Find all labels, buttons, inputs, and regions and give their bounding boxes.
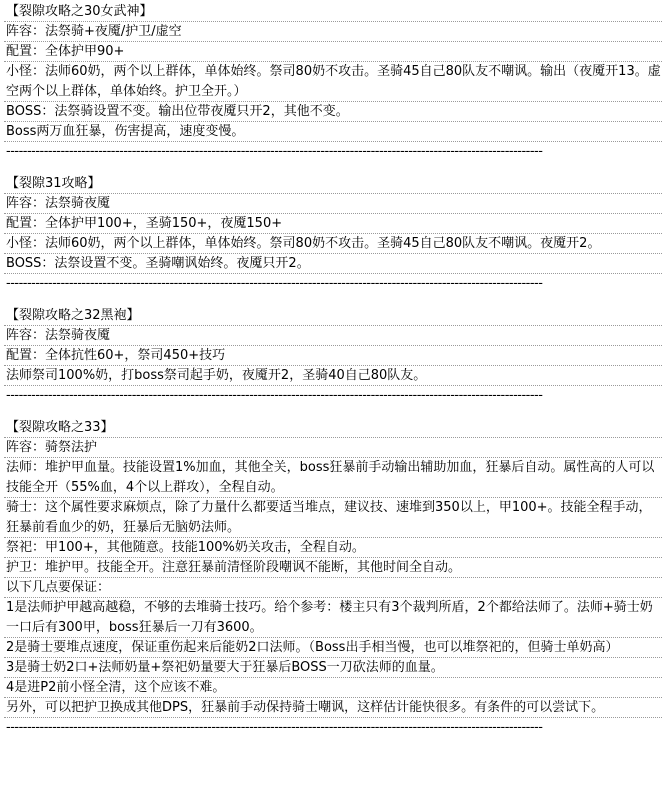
requirements-heading: 以下几点要保证： [4,578,662,598]
config-line: 配置：全体抗性60+，祭司450+技巧 [4,346,662,366]
section-title: 【裂隙31攻略】 [4,174,662,194]
lineup-line: 阵容：法祭骑+夜魇/护卫/虚空 [4,22,662,42]
section-33 [4,418,662,738]
extra-note: 另外，可以把护卫换成其他DPS，狂暴前手动保持骑士嘲讽，这样估计能快很多。有条件的可以尝试下。 [4,698,662,718]
section-title: 【裂隙攻略之33】 [4,418,662,438]
minion-line: 小怪：法师60奶，两个以上群体，单体始终。祭司80奶不攻击。圣骑45自己80队友不嘲讽。夜魇开2。 [4,234,662,254]
section-31 [4,174,662,294]
lineup-line: 阵容：法祭骑夜魇 [4,326,662,346]
priest-line: 祭祀：甲100+，其他随意。技能100%奶关攻击，全程自动。 [4,538,662,558]
config-line: 配置：全体护甲90+ [4,42,662,62]
tactic-line: 法师祭司100%奶，打boss祭司起手奶，夜魇开2，圣骑40自己80队友。 [4,366,662,386]
point-1: 1是法师护甲越高越稳，不够的去堆骑士技巧。给个参考：楼主只有3个裁判所盾，2个都给法师了。法师+骑士奶一口后有300甲，boss狂暴后一刀有3600。 [4,598,662,638]
minion-line: 小怪：法师60奶，两个以上群体，单体始终。祭司80奶不攻击。圣骑45自己80队友不嘲讽。输出（夜魇开13。虚空两个以上群体，单体始终。护卫全开。） [4,62,662,102]
point-3: 3是骑士奶2口+法师奶量+祭祀奶量要大于狂暴后BOSS一刀砍法师的血量。 [4,658,662,678]
lineup-line: 阵容：骑祭法护 [4,438,662,458]
separator: -------------------------------------------------------------------------------------------------------------------------------- [6,144,543,159]
config-line: 配置：全体护甲100+，圣骑150+，夜魇150+ [4,214,662,234]
section-30 [4,2,662,162]
mage-line: 法师：堆护甲血量。技能设置1%加血，其他全关，boss狂暴前手动输出辅助加血，狂暴后自动。属性高的人可以技能全开（55%血，4个以上群攻），全程自动。 [4,458,662,498]
section-32 [4,306,662,406]
separator: -------------------------------------------------------------------------------------------------------------------------------- [6,388,543,403]
guard-line: 护卫：堆护甲。技能全开。注意狂暴前清怪阶段嘲讽不能断，其他时间全自动。 [4,558,662,578]
boss-line: BOSS：法祭设置不变。圣骑嘲讽始终。夜魇只开2。 [4,254,662,274]
separator: -------------------------------------------------------------------------------------------------------------------------------- [6,720,543,735]
boss-note-line: Boss两万血狂暴，伤害提高，速度变慢。 [4,122,662,142]
separator: -------------------------------------------------------------------------------------------------------------------------------- [6,276,543,291]
knight-line: 骑士：这个属性要求麻烦点，除了力量什么都要适当堆点，建议技、速堆到350以上，甲100+。技能全程手动，狂暴前看血少的奶，狂暴后无脑奶法师。 [4,498,662,538]
point-4: 4是进P2前小怪全清，这个应该不难。 [4,678,662,698]
lineup-line: 阵容：法祭骑夜魇 [4,194,662,214]
point-2: 2是骑士要堆点速度，保证重伤起来后能奶2口法师。（Boss出手相当慢，也可以堆祭祀的，但骑士单奶高） [4,638,662,658]
section-title: 【裂隙攻略之32黑袍】 [4,306,662,326]
boss-line: BOSS：法祭骑设置不变。输出位带夜魇只开2，其他不变。 [4,102,662,122]
section-title: 【裂隙攻略之30女武神】 [4,2,662,22]
